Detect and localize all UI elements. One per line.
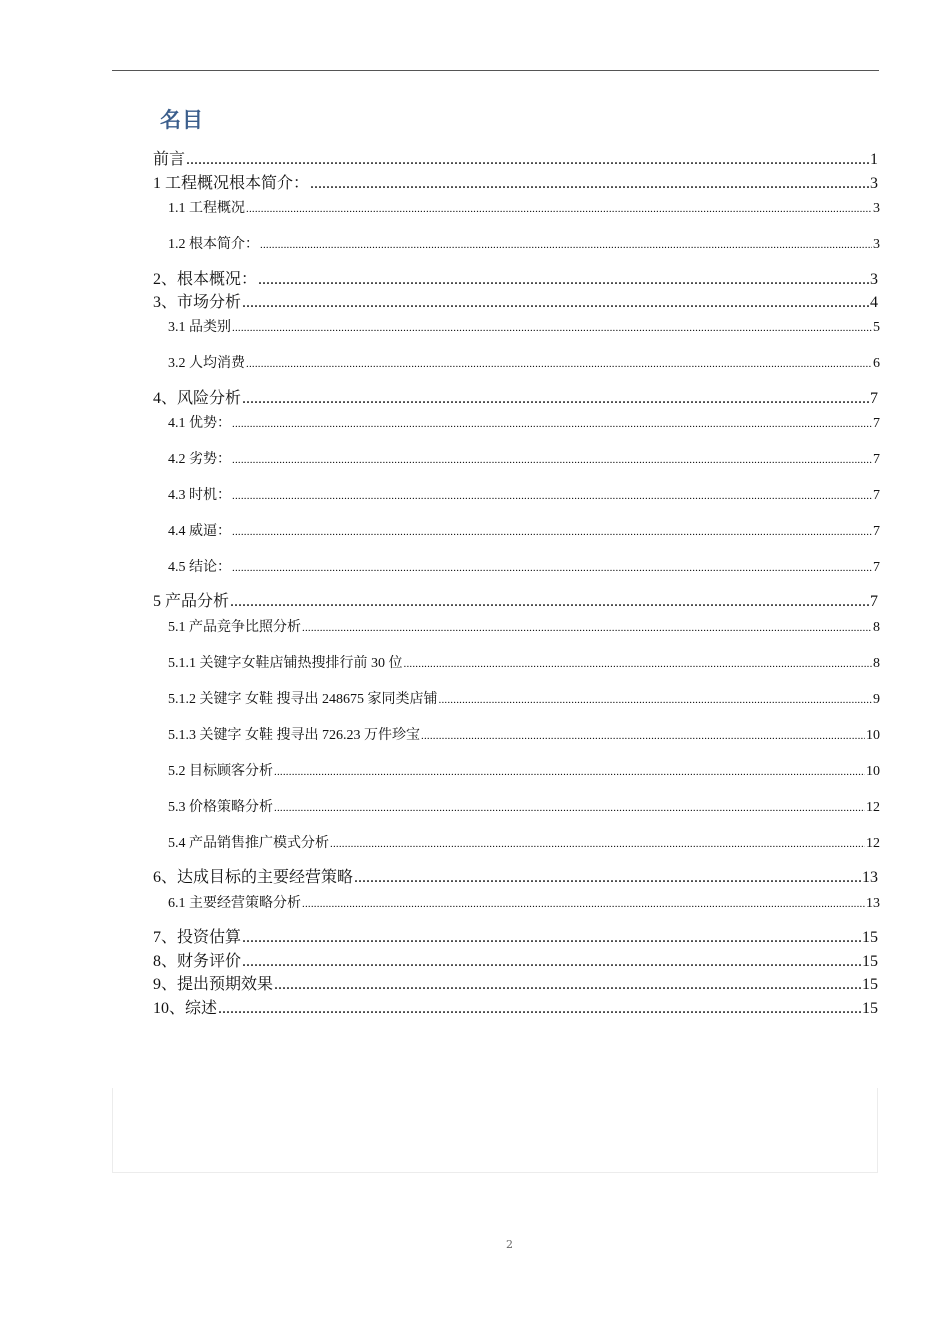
toc-entry-label: 5.1.3 关键字 女鞋 搜寻出 726.23 万件珍宝 [168,728,420,743]
dot-leader [258,271,869,289]
toc-entry-page: 3 [873,237,880,252]
dot-leader [232,560,872,576]
toc-entry-page: 10 [866,764,880,779]
toc-entry[interactable] [168,484,880,504]
toc-entry[interactable] [168,556,880,576]
toc-entry[interactable] [153,864,878,887]
toc-entry-label: 8、财务评价 [153,953,242,970]
toc-entry[interactable] [168,412,880,432]
toc-entry-label: 5.4 产品销售推广模式分析 [168,836,329,851]
toc-entry-page: 15 [862,929,878,946]
toc-entry[interactable] [153,588,878,611]
toc-entry-label: 1.2 根本简介： [168,237,259,252]
toc-entry-page: 3 [870,175,878,192]
toc-entry-page: 7 [873,452,880,467]
dot-leader [354,869,861,887]
toc-entry-page: 1 [870,151,878,168]
toc-entry-label: 6.1 主要经营策略分析 [168,896,301,911]
dot-leader [246,356,872,372]
toc-entry[interactable] [153,170,878,193]
toc-entry-label: 5.1 产品竞争比照分析 [168,620,301,635]
toc-entry-label: 1.1 工程概况 [168,201,245,216]
dot-leader [246,201,872,217]
dot-leader [302,620,872,636]
dot-leader [232,320,872,336]
toc-entry[interactable] [153,385,878,408]
dot-leader [186,151,869,169]
toc-entry[interactable] [168,316,880,336]
dot-leader [439,692,873,708]
toc-entry[interactable] [153,971,878,994]
toc-entry-page: 12 [866,836,880,851]
toc-entry-label: 1 工程概况根本简介： [153,175,310,192]
dot-leader [242,953,861,971]
page-number: 2 [506,1238,513,1251]
dot-leader [310,175,869,193]
toc-entry-label: 4.3 时机： [168,488,231,503]
toc-entry[interactable] [168,352,880,372]
toc-entry[interactable] [168,892,880,912]
toc-entry-label: 5.1.2 关键字 女鞋 搜寻出 248675 家同类店铺 [168,692,438,707]
toc-entry[interactable] [168,832,880,852]
dot-leader [232,452,872,468]
toc-entry[interactable] [168,616,880,636]
toc-entry-label: 4.1 优势： [168,416,231,431]
dot-leader [404,656,873,672]
toc-entry[interactable] [153,948,878,971]
toc-entry-page: 7 [873,416,880,431]
toc-entry-label: 6、达成目标的主要经营策略 [153,869,354,886]
toc-entry-label: 3.1 品类别 [168,320,231,335]
dot-leader [421,728,865,744]
toc-entry-label: 4.5 结论： [168,560,231,575]
dot-leader [260,237,872,253]
dot-leader [230,593,869,611]
dot-leader [330,836,865,852]
dot-leader [232,524,872,540]
dot-leader [232,488,872,504]
toc-entry-page: 7 [873,560,880,575]
toc-entry[interactable] [168,197,880,217]
toc-entry-page: 7 [873,524,880,539]
toc-entry[interactable] [153,924,878,947]
toc-entry-page: 4 [870,294,878,311]
toc-entry[interactable] [168,688,880,708]
dot-leader [218,1000,861,1018]
toc-entry-page: 10 [866,728,880,743]
dot-leader [232,416,872,432]
dot-leader [302,896,865,912]
toc-entry-page: 13 [862,869,878,886]
toc-entry-label: 4、风险分析 [153,390,242,407]
toc-entry-page: 8 [873,620,880,635]
toc-entry-label: 9、提出预期效果 [153,976,274,993]
toc-entry-label: 3、市场分析 [153,294,242,311]
toc-entry[interactable] [168,520,880,540]
toc-entry[interactable] [168,652,880,672]
toc-entry-label: 5.1.1 关键字女鞋店铺热搜排行前 30 位 [168,656,403,671]
toc-entry-label: 5.2 目标顾客分析 [168,764,273,779]
dot-leader [274,800,865,816]
dot-leader [274,764,865,780]
toc-entry-page: 7 [873,488,880,503]
toc-entry[interactable] [153,995,878,1018]
toc-entry-page: 6 [873,356,880,371]
footer-frame [112,1088,878,1173]
toc-entry[interactable] [168,233,880,253]
toc-entry-page: 7 [870,593,878,610]
toc-entry-label: 10、综述 [153,1000,218,1017]
toc-entry-page: 9 [873,692,880,707]
toc-entry-label: 2、根本概况： [153,271,258,288]
dot-leader [274,976,861,994]
toc-entry-label: 5 产品分析 [153,593,230,610]
toc-entry[interactable] [168,448,880,468]
toc-entry-label: 3.2 人均消费 [168,356,245,371]
toc-entry-page: 15 [862,976,878,993]
toc-entry[interactable] [153,289,878,312]
dot-leader [242,929,861,947]
toc-entry-page: 12 [866,800,880,815]
toc-entry[interactable] [153,146,878,169]
toc-entry-page: 15 [862,953,878,970]
toc-entry[interactable] [168,760,880,780]
toc-entry-label: 4.2 劣势： [168,452,231,467]
toc-entry[interactable] [168,724,880,744]
dot-leader [242,390,869,408]
toc-entry-label: 4.4 威逼： [168,524,231,539]
toc-entry-label: 7、投资估算 [153,929,242,946]
toc-entry-page: 5 [873,320,880,335]
toc-entry[interactable] [153,266,878,289]
toc-entry-page: 13 [866,896,880,911]
dot-leader [242,294,869,312]
toc-entry-page: 15 [862,1000,878,1017]
toc-entry-page: 3 [870,271,878,288]
toc-entry-label: 5.3 价格策略分析 [168,800,273,815]
toc-entry-page: 8 [873,656,880,671]
toc-title: 名目 [160,108,204,132]
toc-entry-page: 3 [873,201,880,216]
toc-entry-label: 前言 [153,151,186,168]
toc-entry[interactable] [168,796,880,816]
toc-entry-page: 7 [870,390,878,407]
